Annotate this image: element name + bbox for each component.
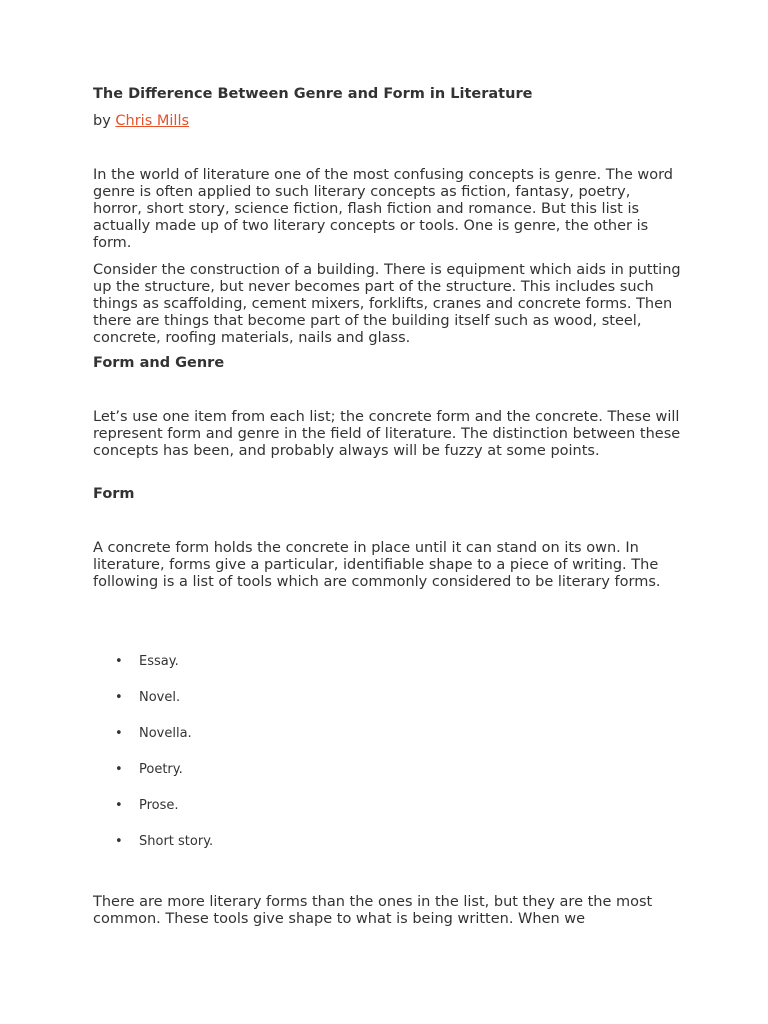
- heading-form: Form: [93, 486, 135, 502]
- list-item-text: Short story.: [139, 834, 214, 849]
- author-link[interactable]: Chris Mills: [115, 113, 190, 129]
- heading-form-and-genre: Form and Genre: [93, 355, 225, 371]
- paragraph-intro: In the world of literature one of the most confusing concepts is genre. The word genre is often applied to such literary concepts as fiction, fantasy, poetry, horror, short story, science fiction, flash fiction and romance. But this list is actually made up of two literary concepts or tools. One is genre, the other is form.: [93, 167, 673, 251]
- paragraph-more-forms: There are more literary forms than the ones in the list, but they are the most common. These tools give shape to what is being written. When we: [93, 894, 653, 927]
- list-item-text: Novella.: [139, 726, 192, 741]
- byline: [93, 113, 189, 129]
- bullet-icon: •: [115, 762, 123, 777]
- bullet-icon: •: [115, 654, 123, 669]
- paragraph-concrete: Let’s use one item from each list; the concrete form and the concrete. These will represent form and genre in the field of literature. The distinction between these concepts has been, and probably always will be fuzzy at some points.: [93, 409, 681, 459]
- bullet-icon: •: [115, 726, 123, 741]
- article-title: The Difference Between Genre and Form in Literature: [93, 86, 533, 102]
- bullet-icon: •: [115, 798, 123, 813]
- byline-prefix: by: [93, 113, 116, 129]
- list-item-text: Novel.: [139, 690, 181, 705]
- list-item-text: Prose.: [139, 798, 179, 813]
- paragraph-building: Consider the construction of a building. There is equipment which aids in putting up the structure, but never becomes part of the structure. This includes such things as scaffolding, cement mixers, forklifts, cranes and concrete forms. Then there are things that become part of the building itself such as wood, steel, concrete, roofing materials, nails and glass.: [93, 262, 681, 346]
- paragraph-form: A concrete form holds the concrete in place until it can stand on its own. In literature, forms give a particular, identifiable shape to a piece of writing. The following is a list of tools which are commonly considered to be literary forms.: [93, 540, 661, 590]
- list-item-text: Poetry.: [139, 762, 183, 777]
- bullet-icon: •: [115, 834, 123, 849]
- bullet-icon: •: [115, 690, 123, 705]
- list-item-text: Essay.: [139, 654, 179, 669]
